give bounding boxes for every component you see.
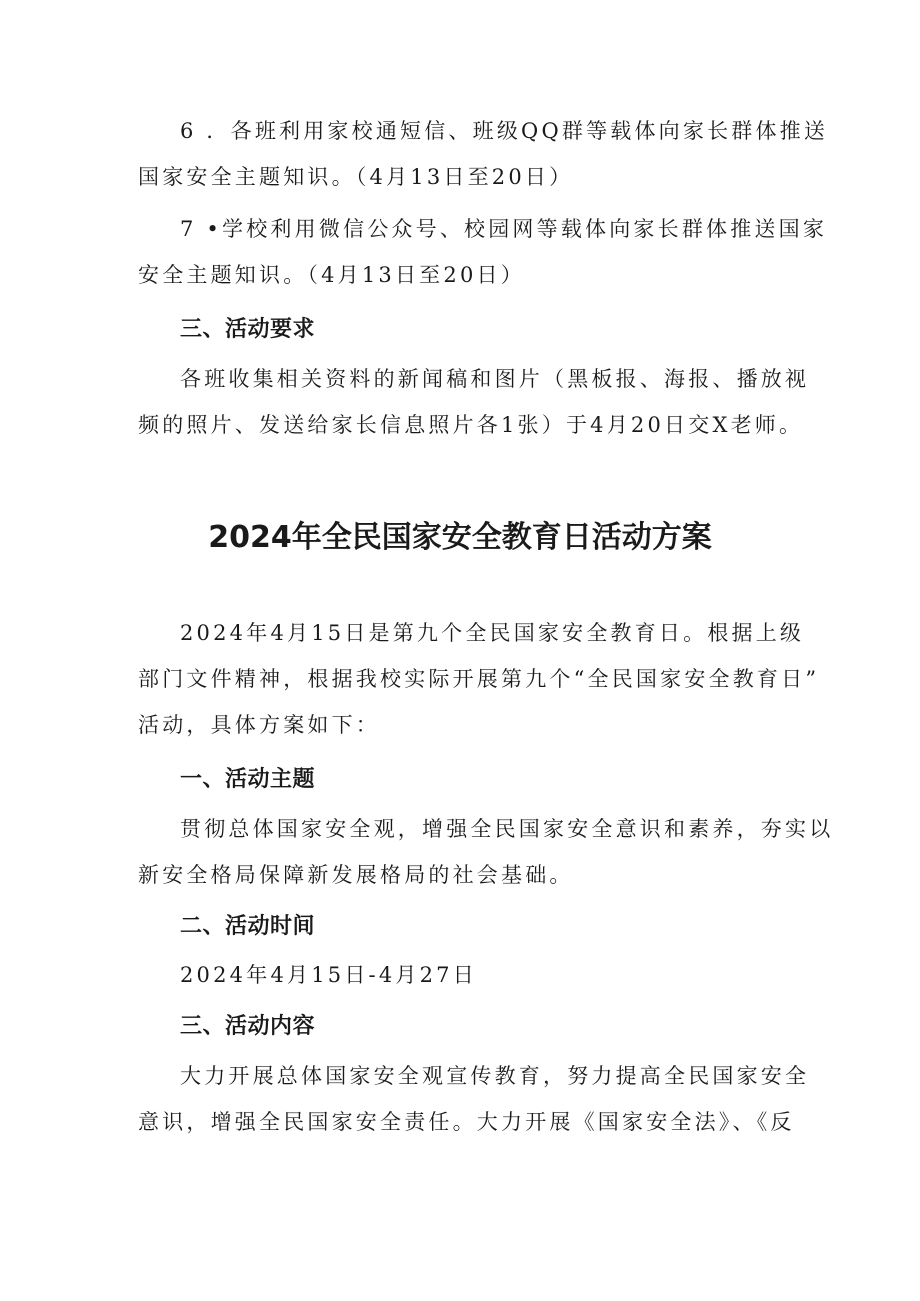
content-line-2: 意识，增强全民国家安全责任。大力开展《国家安全法》、《反 [138,1110,795,1134]
time-line: 2024年4月15日-4月27日 [180,963,477,987]
requirements-line-1: 各班收集相关资料的新闻稿和图片（黑板报、海报、播放视 [180,367,810,391]
content-heading: 三、活动内容 [180,1014,316,1039]
theme-heading: 一、活动主题 [180,767,316,792]
document-title: 2024年全民国家安全教育日活动方案 [208,520,712,555]
item-6-paragraph [138,108,829,200]
intro-line-2: 部门文件精神，根据我校实际开展第九个“全民国家安全教育日” [138,667,820,691]
intro-paragraph [138,610,820,748]
requirements-heading: 三、活动要求 [180,317,316,342]
content-line-1: 大力开展总体国家安全观宣传教育，努力提高全民国家安全 [180,1064,810,1088]
theme-line-1: 贯彻总体国家安全观，增强全民国家安全意识和素养，夯实以 [180,817,834,841]
item-6-line-1: 6 ．各班利用家校通短信、班级QQ群等载体向家长群体推送 [180,119,829,143]
theme-line-2: 新安全格局保障新发展格局的社会基础。 [138,863,574,887]
item-6-line-2: 国家安全主题知识。（4月13日至20日） [138,165,574,189]
theme-paragraph [138,806,834,898]
requirements-paragraph [138,356,810,448]
item-7-line-2: 安全主题知识。（4月13日至20日） [138,263,525,287]
requirements-line-2: 频的照片、发送给家长信息照片各1张）于4月20日交X老师。 [138,413,804,437]
time-paragraph [138,952,792,998]
intro-line-3: 活动，具体方案如下： [138,713,380,737]
item-7-paragraph [138,206,828,298]
time-heading: 二、活动时间 [180,914,316,939]
item-7-line-1: 7 •学校利用微信公众号、校园网等载体向家长群体推送国家 [180,217,828,241]
content-paragraph [138,1053,810,1145]
intro-line-1: 2024年4月15日是第九个全民国家安全教育日。根据上级 [180,621,805,645]
